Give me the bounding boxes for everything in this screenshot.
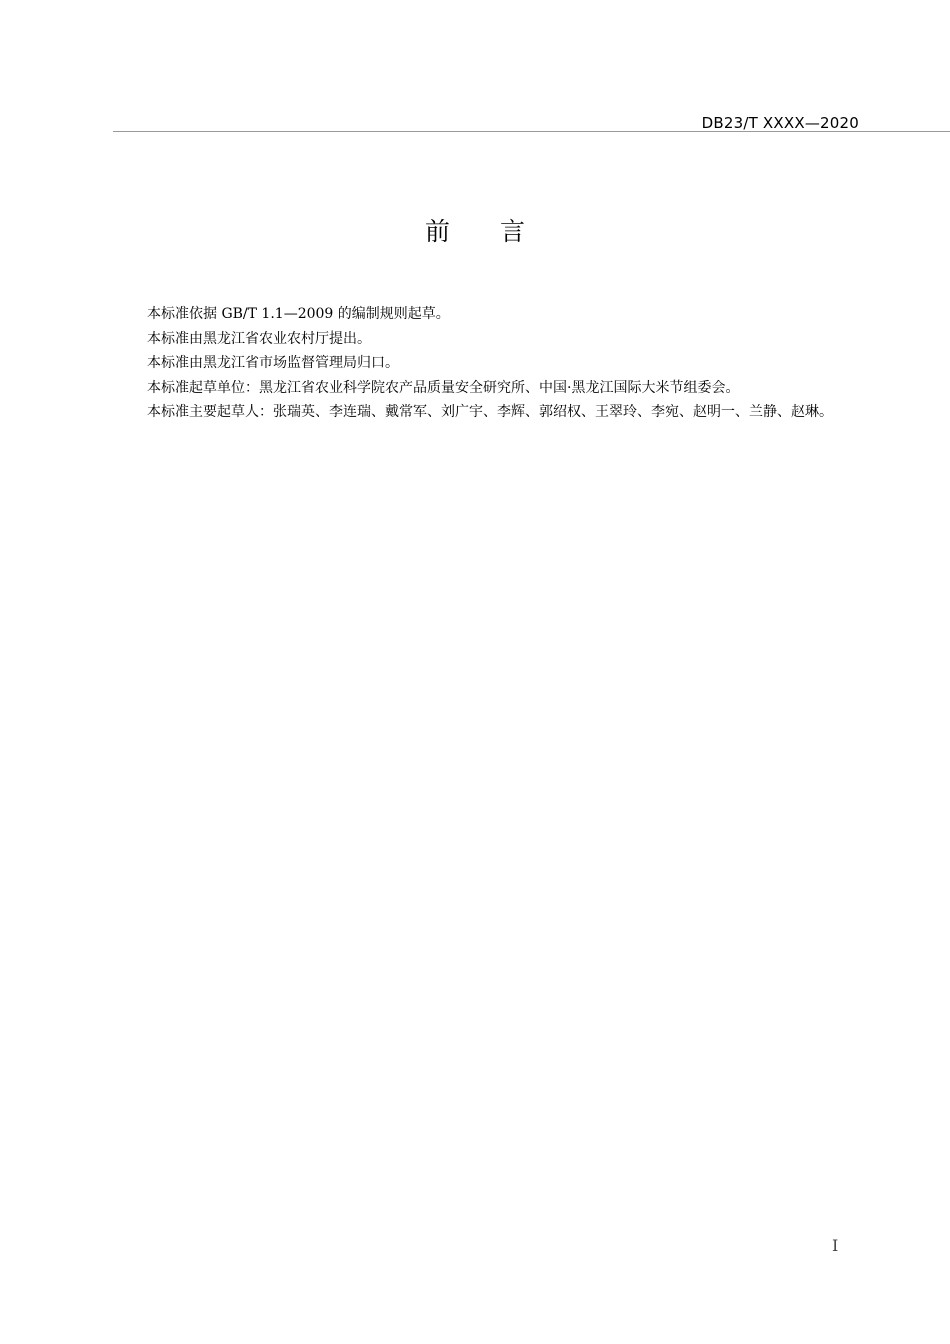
page-title: 前言 xyxy=(424,217,575,246)
paragraph-drafting-rules: 本标准依据 GB/T 1.1—2009 的编制规则起草。 xyxy=(147,306,450,322)
paragraph-drafting-units: 本标准起草单位：黑龙江省农业科学院农产品质量安全研究所、中国·黑龙江国际大米节组委会。 xyxy=(147,379,740,396)
paragraph-proposer: 本标准由黑龙江省农业农村厅提出。 xyxy=(147,330,371,347)
page-number: I xyxy=(832,1236,839,1255)
paragraph-administrator: 本标准由黑龙江省市场监督管理局归口。 xyxy=(147,355,399,371)
header-divider xyxy=(113,131,950,132)
document-code: DB23/T XXXX—2020 xyxy=(701,114,859,132)
preface-body xyxy=(113,302,863,425)
paragraph-drafters: 本标准主要起草人：张瑞英、李连瑞、戴常军、刘广宇、李辉、郭绍权、王翠玲、李宛、赵明一、兰静、赵琳。 xyxy=(147,404,833,420)
